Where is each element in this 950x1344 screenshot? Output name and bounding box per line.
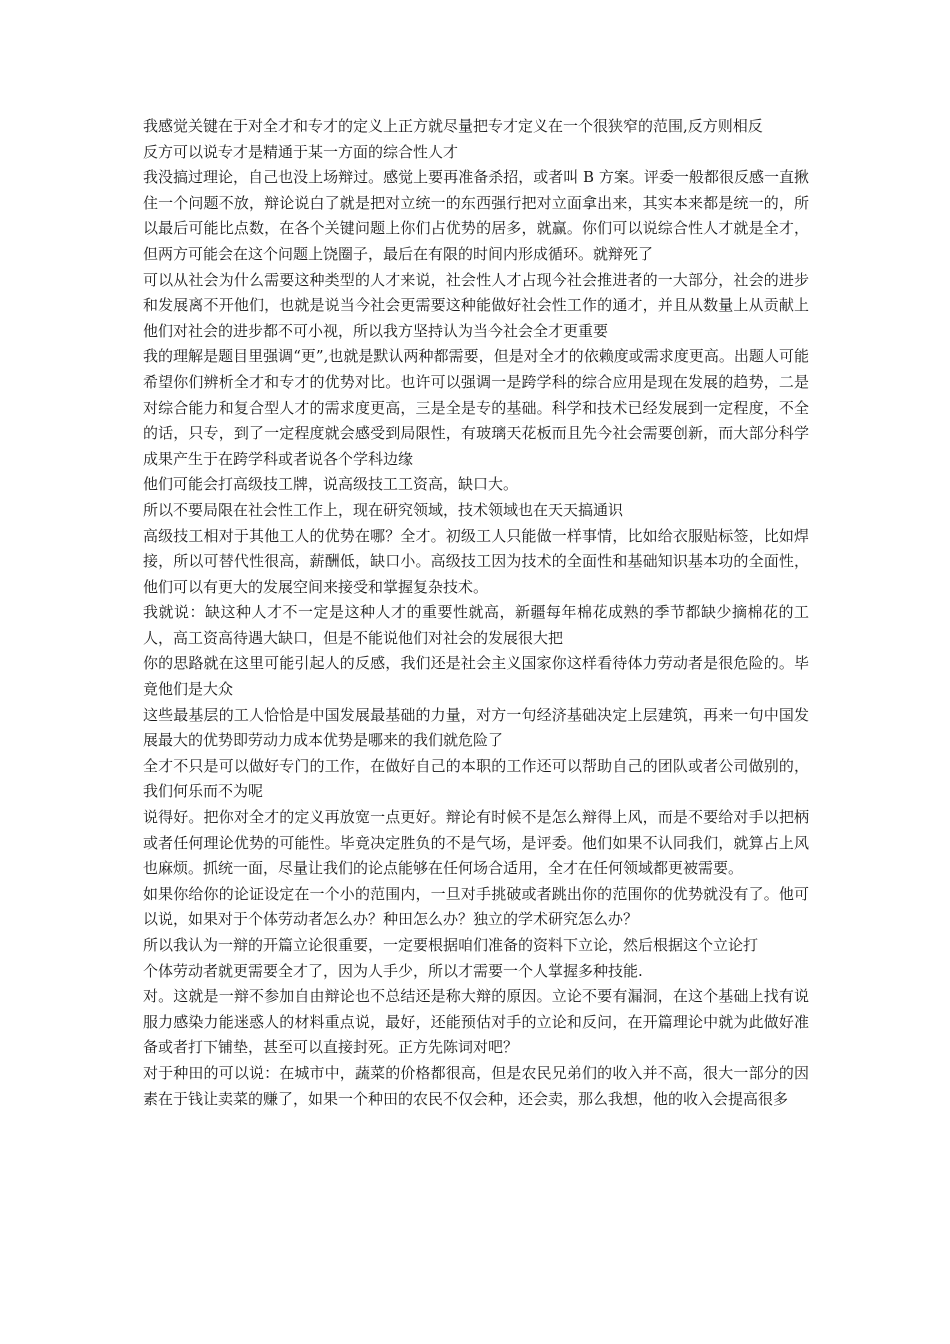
paragraph-6: 他们可能会打高级技工牌，说高级技工工资高，缺口大。 xyxy=(143,475,519,494)
paragraph-14: 如果你给你的论证设定在一个小的范围内，一旦对手挑破或者跳出你的范围你的优势就没有了。他可以说，如果对于个体劳动者怎么办？种田怎么办？独立的学术研究怎么办？ xyxy=(143,884,809,929)
paragraph-7: 所以不要局限在社会性工作上，现在研究领域，技术领域也在天天搞通识 xyxy=(143,500,624,519)
paragraph-10: 你的思路就在这里可能引起人的反感，我们还是社会主义国家你这样看待体力劳动者是很危险的。毕竟他们是大众 xyxy=(143,654,809,699)
paragraph-5: 我的理解是题目里强调“更”,也就是默认两种都需要，但是对全才的依赖度或需求度更高。出题人可能希望你们辨析全才和专才的优势对比。也许可以强调一是跨学科的综合应用是现在发展的趋势，二是对综合能力和复合型人才的需求度更高，三是全是专的基础。科学和技术已经发展到一定程度，不全的话，只专，到了一定程度就会感受到局限性，有玻璃天花板而且先今社会需要创新，而大部分科学成果产生于在跨学科或者说各个学科边缘 xyxy=(143,347,809,468)
paragraph-9: 我就说：缺这种人才不一定是这种人才的重要性就高，新疆每年棉花成熟的季节都缺少摘棉花的工人，高工资高待遇大缺口，但是不能说他们对社会的发展很大把 xyxy=(143,603,809,647)
paragraph-8: 高级技工相对于其他工人的优势在哪？全才。初级工人只能做一样事情，比如给衣服贴标签，比如焊接，所以可替代性很高，薪酬低，缺口小。高级技工因为技术的全面性和基础知识基本功的全面性，他们可以有更大的发展空间来接受和掌握复杂技术。 xyxy=(143,526,809,596)
paragraph-17: 对。这就是一辩不参加自由辩论也不总结还是称大辩的原因。立论不要有漏洞，在这个基础上找有说服力感染力能迷惑人的材料重点说，最好，还能预估对手的立论和反问，在开篇理论中就为此做好准备或者打下铺垫，甚至可以直接封死。正方先陈词对吧？ xyxy=(143,987,809,1057)
paragraph-13: 说得好。把你对全才的定义再放宽一点更好。辩论有时候不是怎么辩得上风，而是不要给对手以把柄或者任何理论优势的可能性。毕竟决定胜负的不是气场，是评委。他们如果不认同我们，就算占上风也麻烦。抓统一面，尽量让我们的论点能够在任何场合适用，全才在任何领域都更被需要。 xyxy=(143,808,809,878)
paragraph-11: 这些最基层的工人恰恰是中国发展最基础的力量，对方一句经济基础决定上层建筑，再来一句中国发展最大的优势即劳动力成本优势是哪来的我们就危险了 xyxy=(143,705,809,750)
paragraph-3: 我没搞过理论，自己也没上场辩过。感觉上要再准备杀招，或者叫 B 方案。评委一般都很反感一直揪住一个问题不放，辩论说白了就是把对立统一的东西强行把对立面拿出来，其实本来都是统一的，所以最后可能比点数，在各个关键问题上你们占优势的居多，就赢。你们可以说综合性人才就是全才，但两方可能会在这个问题上饶圈子，最后在有限的时间内形成循环。就辩死了 xyxy=(143,168,809,263)
paragraph-12: 全才不只是可以做好专门的工作，在做好自己的本职的工作还可以帮助自己的团队或者公司做别的，我们何乐而不为呢 xyxy=(143,756,809,801)
paragraph-16: 个体劳动者就更需要全才了，因为人手少，所以才需要一个人掌握多种技能. xyxy=(143,961,643,980)
paragraph-18: 对于种田的可以说：在城市中，蔬菜的价格都很高，但是农民兄弟们的收入并不高，很大一部分的因素在于钱让卖菜的赚了，如果一个种田的农民不仅会种，还会卖，那么我想，他的收入会提高很多 xyxy=(143,1063,809,1108)
paragraph-2: 反方可以说专才是精通于某一方面的综合性人才 xyxy=(143,142,459,161)
paragraph-1: 我感觉关键在于对全才和专才的定义上正方就尽量把专才定义在一个很狭窄的范围,反方则相反 xyxy=(143,117,763,135)
paragraph-4: 可以从社会为什么需要这种类型的人才来说，社会性人才占现今社会推进者的一大部分，社会的进步和发展离不开他们，也就是说当今社会更需要这种能做好社会性工作的通才，并且从数量上从贡献上他们对社会的进步都不可小视，所以我方坚持认为当今社会全才更重要 xyxy=(143,270,809,340)
paragraph-15: 所以我认为一辩的开篇立论很重要，一定要根据咱们准备的资料下立论，然后根据这个立论打 xyxy=(143,936,759,954)
document-page xyxy=(143,114,809,1112)
